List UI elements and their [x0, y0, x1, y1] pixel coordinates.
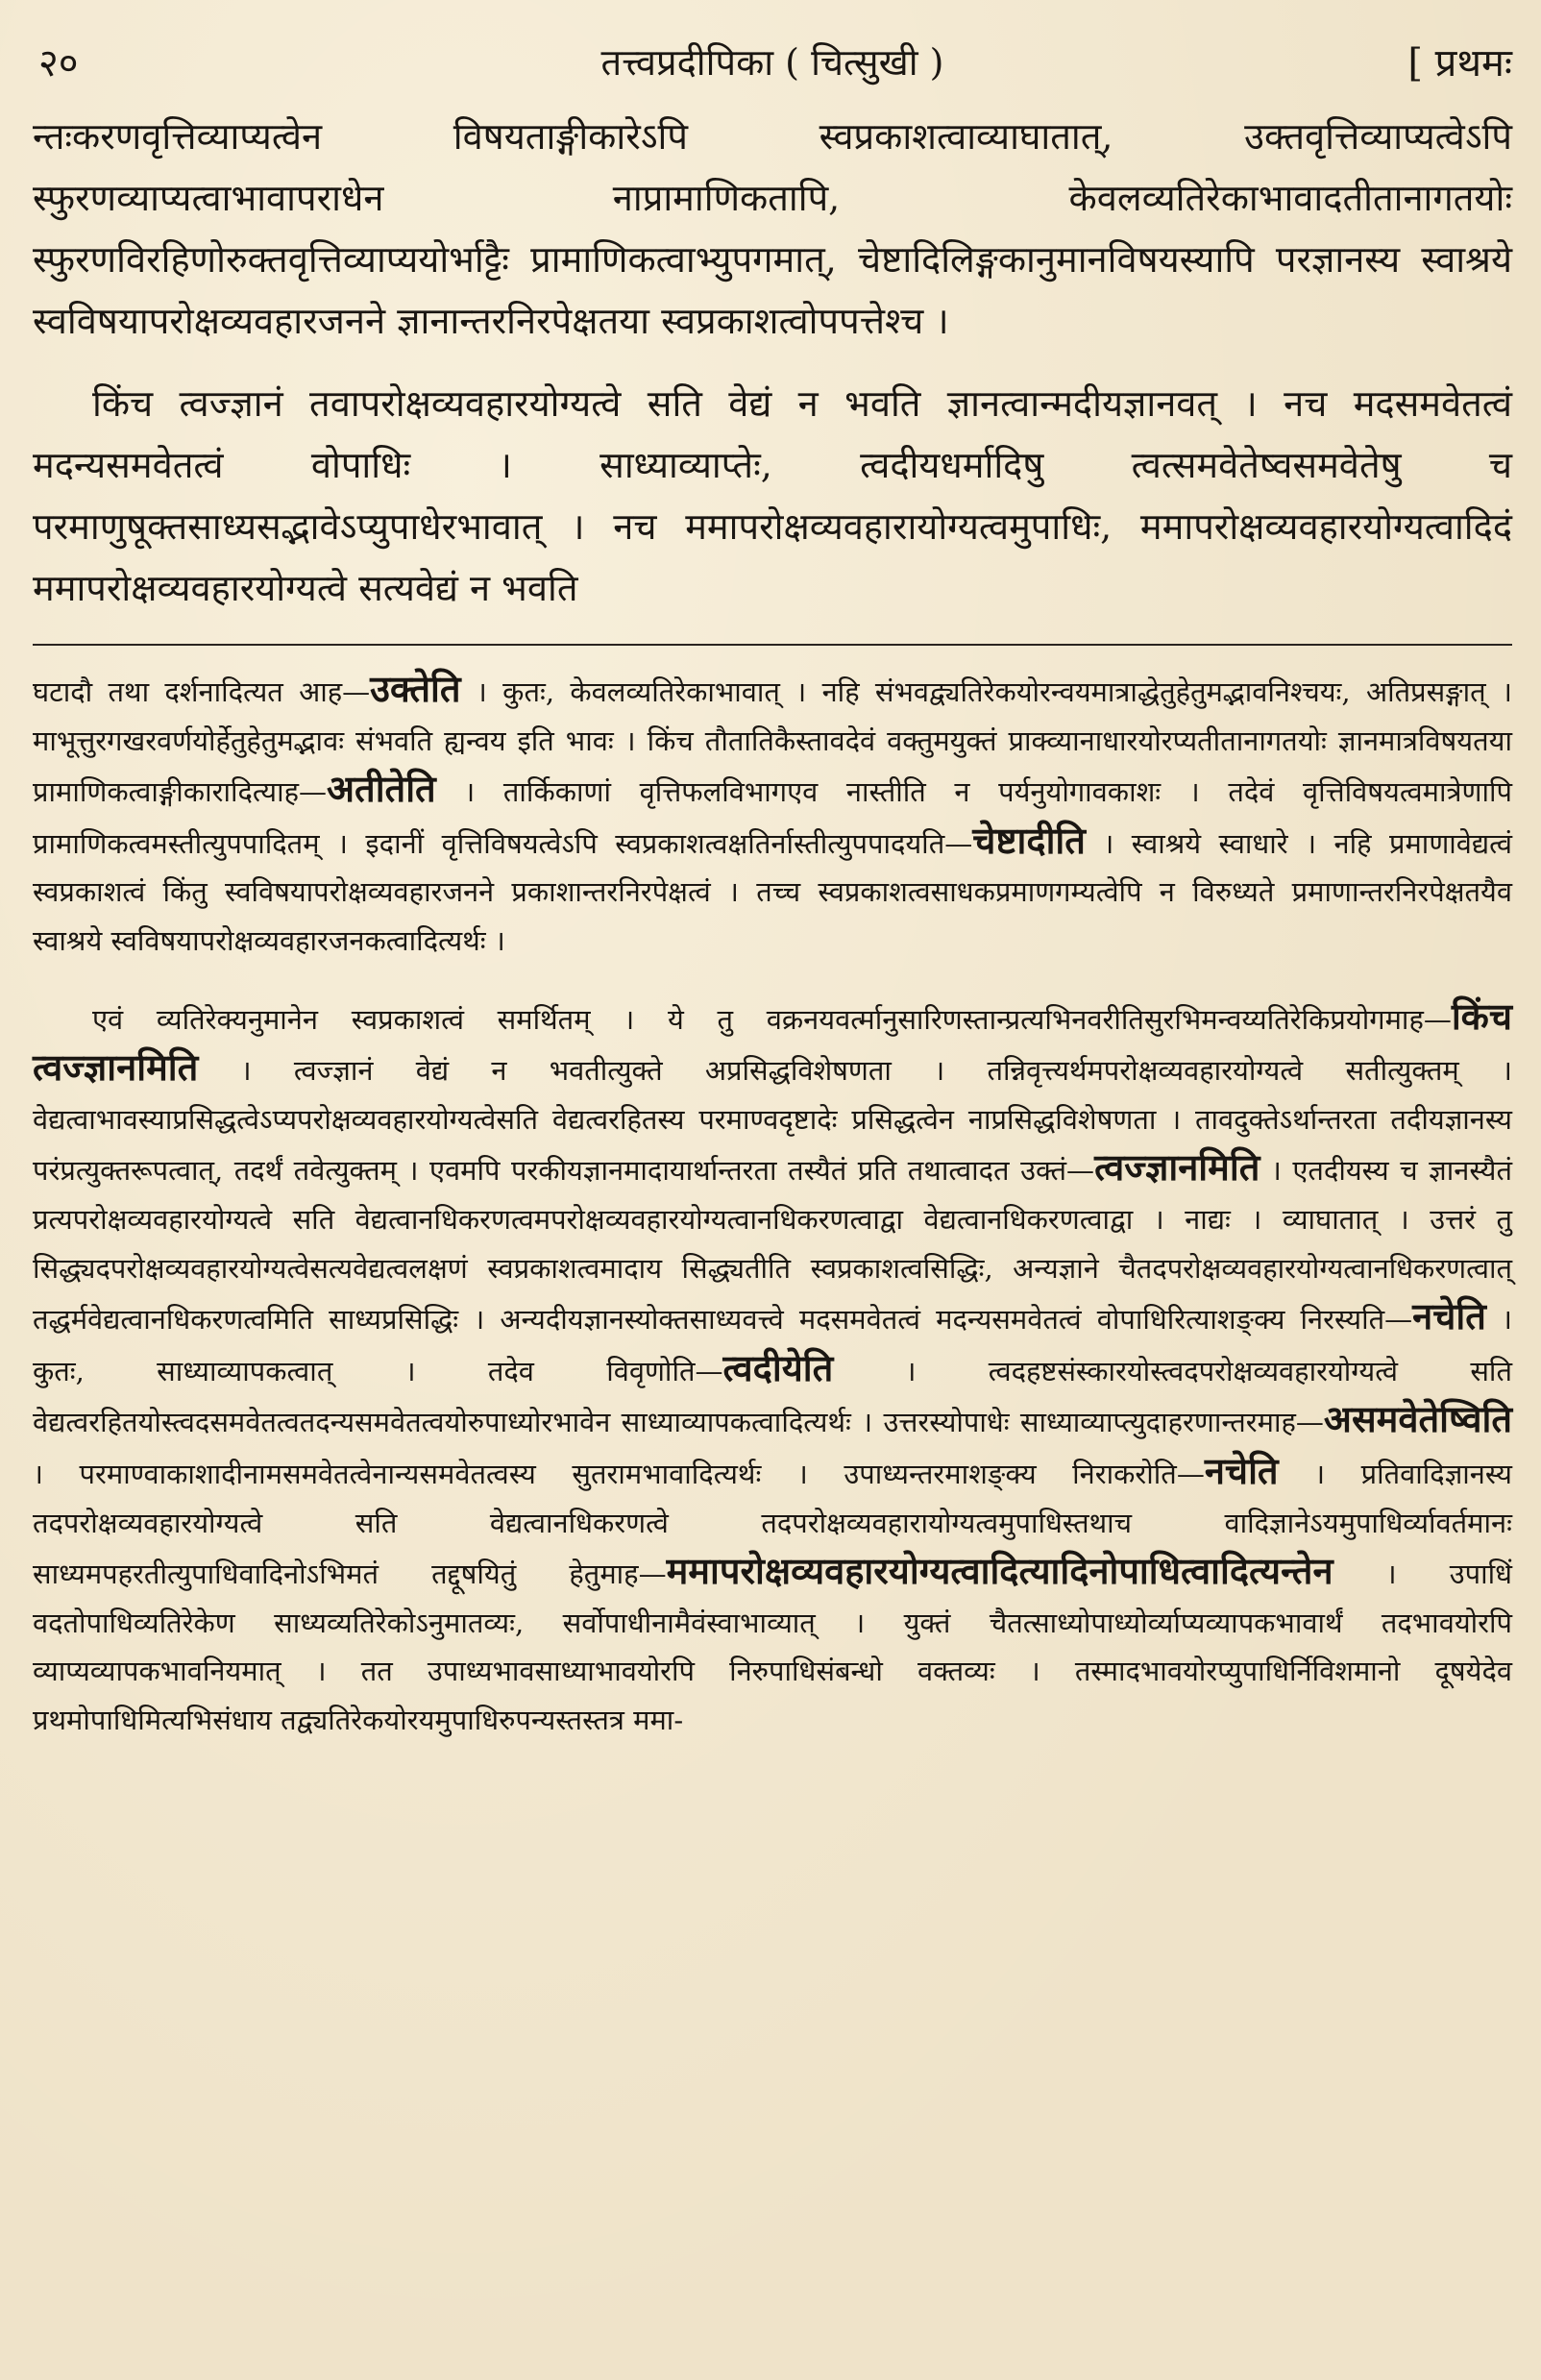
- commentary: [33, 665, 1512, 1744]
- lemma: नचेति: [1412, 1294, 1486, 1338]
- lemma: चेष्टादीति: [972, 818, 1086, 862]
- page-header: [33, 23, 1512, 106]
- commentary-text: । तार्किकाणां वृत्तिफलविभागएव नास्तीति न पर्यनुयोगावकाशः । तदेवं वृत्तिविषयत्वमात्रेणापि प्रामाणिकत्वमस्तीत्युपपादितम् । इदानीं वृत्तिविषयत्वेऽपि स्वप्रकाशत्वक्षतिर्नास्तीत्युपपादयति—: [33, 775, 1512, 860]
- commentary-text: । त्वज्ज्ञानं वेद्यं न भवतीत्युक्ते अप्रसिद्धविशेषणता । तन्निवृत्त्यर्थमपरोक्षव्यवहारयोग्यत्वे सतीत्युक्तम् । वेद्यत्वाभावस्याप्रसिद्धत्वेऽप्यपरोक्षव्यवहारयोग्यत्वेसति वेद्यत्वरहितस्य परमाण्वदृष्टादेः प्रसिद्धत्वेन नाप्रसिद्धविशेषणता । तावदुक्तेऽर्थान्तरता तदीयज्ञानस्य परंप्रत्युक्तरूपत्वात्, तदर्थं तवेत्युक्तम् । एवमपि परकीयज्ञानमादायार्थान्तरता तस्यैतं प्रति तथात्वादत उक्तं—: [33, 1054, 1512, 1188]
- commentary-text: । कुतः, केवलव्यतिरेकाभावात् । नहि संभवद्व्यतिरेकयोरन्वयमात्राद्धेतुहेतुमद्भावनिश्चयः, अतिप्रसङ्गात् । माभूत्तुरगखरवर्णयोर्हेतुहेतुमद्भावः संभवति ह्यन्वय इति भावः । किंच तौतातिकैस्तावदेवं वक्तुमयुक्तं प्राक्व्यानाधारयोरप्यतीतानागतयोः ज्ञानमात्रविषयतया प्रामाणिकत्वाङ्गीकारादित्याह—: [33, 675, 1512, 809]
- commentary-paragraph-2: [33, 993, 1512, 1745]
- lemma: किंच त्वज्ज्ञानमिति: [33, 994, 1512, 1090]
- commentary-text: घटादौ तथा दर्शनादित्यत आह—: [33, 675, 371, 708]
- section-divider: [33, 644, 1512, 646]
- commentary-text: । परमाण्वाकाशादीनामसमवेतत्वेनान्यसमवेतत्वस्य सुतरामभावादित्यर्थः । उपाध्यन्तरमाशङ्क्य निराकरोति—: [33, 1457, 1205, 1490]
- commentary-text: । कुतः, साध्याव्यापकत्वात् । तदेव विवृणोति—: [33, 1303, 1512, 1387]
- lemma: ममापरोक्षव्यवहारयोग्यत्वादित्यादिनोपाधित्वादित्यन्तेन: [666, 1549, 1333, 1593]
- lemma: उक्तेति: [370, 667, 461, 710]
- lemma: नचेति: [1204, 1448, 1279, 1492]
- main-text: [33, 106, 1512, 619]
- commentary-text: । प्रतिवादिज्ञानस्य तदपरोक्षव्यवहारयोग्यत्वे सति वेद्यत्वानधिकरणत्वे तदपरोक्षव्यवहारायोग्यत्वमुपाधिस्तथाच वादिज्ञानेऽयमुपाधिर्व्यावर्तमानः साध्यमपहरतीत्युपाधिवादिनोऽभिमतं तद्दूषयितुं हेतुमाह—: [33, 1457, 1512, 1591]
- lemma: त्वज्ज्ञानमिति: [1094, 1145, 1260, 1190]
- commentary-text: । उपाधिं वदतोपाधिव्यतिरेकेण साध्यव्यतिरेकोऽनुमातव्यः, सर्वोपाधीनामैवंस्वाभाव्यात् । युक्तं चैतत्साध्योपाध्योर्व्याप्यव्यापकभावार्थं तदभावयोरपि व्याप्यव्यापकभावनियमात् । तत उपाध्यभावसाध्याभावयोरपि निरुपाधिसंबन्धो वक्तव्यः । तस्मादभावयोरप्युपाधिर्निविशमानो दूषयेदेव प्रथमोपाधिमित्यभिसंधाय तद्व्यतिरेकयोरयमुपाधिरुपन्यस्तस्तत्र ममा-: [33, 1558, 1512, 1736]
- commentary-paragraph-1: [33, 665, 1512, 966]
- chapter-label: [ प्रथमः: [1407, 41, 1512, 86]
- main-paragraph-2: किंच त्वज्ज्ञानं तवापरोक्षव्यवहारयोग्यत्वे सति वेद्यं न भवति ज्ञानत्वान्मदीयज्ञानवत् । नच मदसमवेतत्वं मदन्यसमवेतत्वं वोपाधिः । साध्याव्याप्तेः, त्वदीयधर्मादिषु त्वत्समवेतेष्वसमवेतेषु च परमाणुषूक्तसाध्यसद्भावेऽप्युपाधेरभावात् । नच ममापरोक्षव्यवहारायोग्यत्वमुपाधिः, ममापरोक्षव्यवहारयोग्यत्वादिदं ममापरोक्षव्यवहारयोग्यत्वे सत्यवेद्यं न भवति: [33, 382, 1512, 609]
- commentary-text: । स्वाश्रये स्वाधारे । नहि प्रमाणावेद्यत्वं स्वप्रकाशत्वं किंतु स्वविषयापरोक्षव्यवहारजनने प्रकाशान्तरनिरपेक्षत्वं । तच्च स्वप्रकाशत्वसाधकप्रमाणगम्यत्वेपि न विरुध्यते प्रमाणान्तरनिरपेक्षतयैव स्वाश्रये स्वविषयापरोक्षव्यवहारजनकत्वादित्यर्थः ।: [33, 826, 1512, 957]
- lemma: अतीतेति: [327, 767, 436, 811]
- commentary-text: । एतदीयस्य च ज्ञानस्यैतं प्रत्यपरोक्षव्यवहारयोग्यत्वे सति वेद्यत्वानधिकरणत्वमपरोक्षव्यवहारयोग्यत्वानधिकरणत्वाद्वा वेद्यत्वानधिकरणत्वाद्वा । नाद्यः । व्याघातात् । उत्तरं तु सिद्ध्यदपरोक्षव्यवहारयोग्यत्वेसत्यवेद्यत्वलक्षणं स्वप्रकाशत्वमादाय सिद्ध्यतीति स्वप्रकाशत्वसिद्धिः, अन्यज्ञाने चैतदपरोक्षव्यवहारयोग्यत्वानधिकरणत्वात् तद्धर्मवेद्यत्वानधिकरणत्वमिति साध्यप्रसिद्धिः । अन्यदीयज्ञानस्योक्तसाध्यवत्त्वे मदसमवेतत्वं मदन्यसमवेतत्वं वोपाधिरित्याशङ्क्य निरस्यति—: [33, 1154, 1512, 1337]
- main-paragraph-1: न्तःकरणवृत्तिव्याप्यत्वेन विषयताङ्गीकारेऽपि स्वप्रकाशत्वाव्याघातात्, उक्तवृत्तिव्याप्यत्वेऽपि स्फुरणव्याप्यत्वाभावापराधेन नाप्रामाणिकतापि, केवलव्यतिरेकाभावादतीतानागतयोः स्फुरणविरहिणोरुक्तवृत्तिव्याप्ययोर्भाट्टैः प्रामाणिकत्वाभ्युपगमात्, चेष्टादिलिङ्गकानुमानविषयस्यापि परज्ञानस्य स्वाश्रये स्वविषयापरोक्षव्यवहारजनने ज्ञानान्तरनिरपेक्षतया स्वप्रकाशत्वोपपत्तेश्च ।: [33, 115, 1512, 342]
- lemma: त्वदीयेति: [722, 1345, 834, 1389]
- lemma: असमवेतेष्विति: [1323, 1397, 1512, 1441]
- running-title: तत्त्वप्रदीपिका ( चित्सुखी ): [600, 41, 944, 84]
- book-page: [33, 23, 1512, 1744]
- commentary-text: । त्वदहष्टसंस्कारयोस्त्वदपरोक्षव्यवहारयोग्यत्वे सति वेद्यत्वरहितयोस्त्वदसमवेतत्वतदन्यसमवेतत्वयोरुपाध्योरभावेन साध्याव्यापकत्वादित्यर्थः । उत्तरस्योपाधेः साध्याव्याप्त्युदाहरणान्तरमाह—: [33, 1354, 1512, 1439]
- page-number: २०: [38, 41, 79, 86]
- commentary-text: एवं व्यतिरेक्यनुमानेन स्वप्रकाशत्वं समर्थितम् । ये तु वक्रनयवर्त्मानुसारिणस्तान्प्रत्यभिनवरीतिसुरभिमन्वय्यतिरेकिप्रयोगमाह—: [92, 1002, 1452, 1036]
